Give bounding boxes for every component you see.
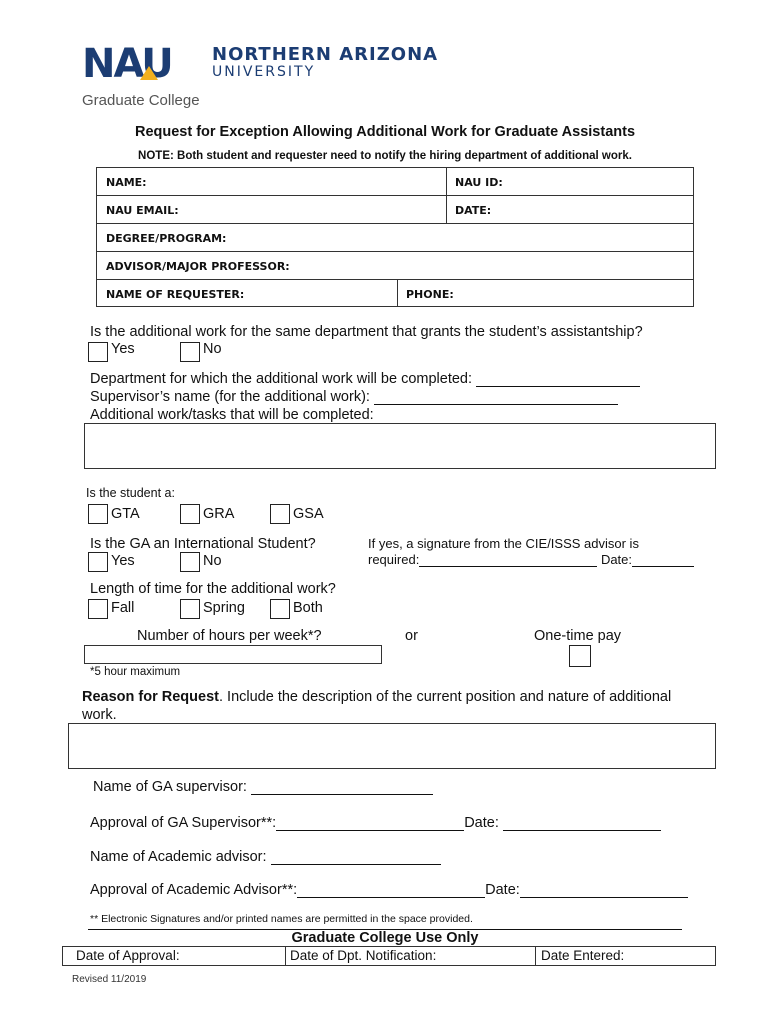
date-of-approval-cell[interactable]: Date of Approval:: [76, 948, 180, 963]
cie-signature-input[interactable]: [419, 552, 597, 567]
academic-advisor-name-label: Name of Academic advisor:: [90, 849, 267, 865]
hours-input[interactable]: [84, 645, 382, 664]
gta-label: GTA: [111, 506, 140, 522]
nau-id-field[interactable]: NAU ID:: [455, 176, 503, 189]
ga-supervisor-approval-input[interactable]: [276, 816, 464, 831]
gsa-checkbox[interactable]: [270, 504, 290, 524]
academic-advisor-date-label: Date:: [485, 882, 520, 898]
dept-input[interactable]: [476, 372, 640, 387]
use-only-table: [62, 946, 716, 966]
esign-note: ** Electronic Signatures and/or printed names are permitted in the space provided.: [90, 913, 473, 925]
dept-label: Department for which the additional work will be completed:: [90, 371, 473, 387]
both-label: Both: [293, 600, 323, 616]
university-name-line2: UNIVERSITY: [212, 64, 316, 80]
logo-triangle-icon: [140, 66, 158, 80]
fall-checkbox[interactable]: [88, 599, 108, 619]
same-dept-no-label: No: [203, 341, 222, 357]
reason-bold: Reason for Request: [82, 689, 219, 705]
ga-supervisor-name-label: Name of GA supervisor:: [93, 779, 247, 795]
student-info-table: [96, 167, 694, 307]
gra-label: GRA: [203, 506, 235, 522]
dept-line: [90, 371, 640, 387]
cie-date-label: Date:: [600, 552, 633, 567]
one-time-pay-label: One-time pay: [534, 628, 622, 644]
phone-field[interactable]: PHONE:: [406, 288, 454, 301]
supervisor-input[interactable]: [374, 390, 618, 405]
gta-checkbox[interactable]: [88, 504, 108, 524]
ga-supervisor-date-input[interactable]: [503, 816, 661, 831]
academic-advisor-approval-label: Approval of Academic Advisor**:: [90, 882, 298, 898]
reason-rest: . Include the description of the current position and nature of additional: [218, 689, 672, 705]
cie-date-input[interactable]: [632, 552, 694, 567]
student-type-question: Is the student a:: [86, 486, 175, 500]
length-question: Length of time for the additional work?: [90, 581, 336, 597]
intl-no-checkbox[interactable]: [180, 552, 200, 572]
ga-supervisor-name-line: [93, 779, 433, 795]
same-dept-no-checkbox[interactable]: [180, 342, 200, 362]
same-dept-yes-label: Yes: [111, 341, 135, 357]
nau-email-field[interactable]: NAU EMAIL:: [106, 204, 179, 217]
ga-supervisor-approval-label: Approval of GA Supervisor**:: [90, 815, 277, 831]
reason-label: [82, 689, 702, 705]
intl-note-line1: If yes, a signature from the CIE/ISSS advisor is: [368, 536, 639, 551]
tasks-label: Additional work/tasks that will be completed:: [90, 407, 374, 423]
intl-note-line2: [368, 552, 694, 567]
same-dept-question: Is the additional work for the same department that grants the student’s assistantship?: [90, 324, 643, 340]
college-name: Graduate College: [82, 92, 200, 109]
ga-supervisor-date-label: Date:: [464, 815, 499, 831]
reason-rest2: work.: [82, 707, 117, 723]
reason-textarea[interactable]: [68, 723, 716, 769]
use-only-title: Graduate College Use Only: [291, 930, 479, 946]
academic-advisor-approval-input[interactable]: [297, 883, 485, 898]
intl-question: Is the GA an International Student?: [90, 536, 316, 552]
hours-label: Number of hours per week*?: [137, 628, 322, 644]
tasks-textarea[interactable]: [84, 423, 716, 469]
logo-letters: NAU: [82, 41, 172, 87]
both-checkbox[interactable]: [270, 599, 290, 619]
hours-max-note: *5 hour maximum: [90, 666, 181, 678]
gsa-label: GSA: [293, 506, 324, 522]
academic-advisor-name-input[interactable]: [271, 850, 441, 865]
ga-supervisor-name-input[interactable]: [251, 780, 433, 795]
academic-advisor-approval-line: [90, 882, 688, 898]
date-field[interactable]: DATE:: [455, 204, 492, 217]
gra-checkbox[interactable]: [180, 504, 200, 524]
university-name-line1: NORTHERN ARIZONA: [212, 44, 439, 65]
form-note: NOTE: Both student and requester need to notify the hiring department of additional work.: [138, 150, 632, 162]
supervisor-line: [90, 389, 618, 405]
date-of-dpt-notification-cell[interactable]: Date of Dpt. Notification:: [290, 948, 437, 963]
nau-logo: [82, 41, 172, 87]
form-title: Request for Exception Allowing Additional Work for Graduate Assistants: [134, 124, 636, 140]
same-dept-yes-checkbox[interactable]: [88, 342, 108, 362]
name-field[interactable]: NAME:: [106, 176, 147, 189]
or-label: or: [405, 628, 418, 644]
supervisor-label: Supervisor’s name (for the additional work):: [90, 389, 370, 405]
advisor-field[interactable]: ADVISOR/MAJOR PROFESSOR:: [106, 260, 290, 273]
cie-required-label: required:: [368, 552, 420, 567]
requester-field[interactable]: NAME OF REQUESTER:: [106, 288, 245, 301]
intl-no-label: No: [203, 553, 222, 569]
degree-program-field[interactable]: DEGREE/PROGRAM:: [106, 232, 227, 245]
intl-yes-label: Yes: [111, 553, 135, 569]
one-time-pay-checkbox[interactable]: [569, 645, 591, 667]
ga-supervisor-approval-line: [90, 815, 661, 831]
academic-advisor-name-line: [90, 849, 441, 865]
intl-yes-checkbox[interactable]: [88, 552, 108, 572]
revised-note: Revised 11/2019: [72, 974, 147, 985]
spring-label: Spring: [203, 600, 245, 616]
academic-advisor-date-input[interactable]: [520, 883, 688, 898]
date-entered-cell[interactable]: Date Entered:: [541, 948, 625, 963]
fall-label: Fall: [111, 600, 135, 616]
spring-checkbox[interactable]: [180, 599, 200, 619]
